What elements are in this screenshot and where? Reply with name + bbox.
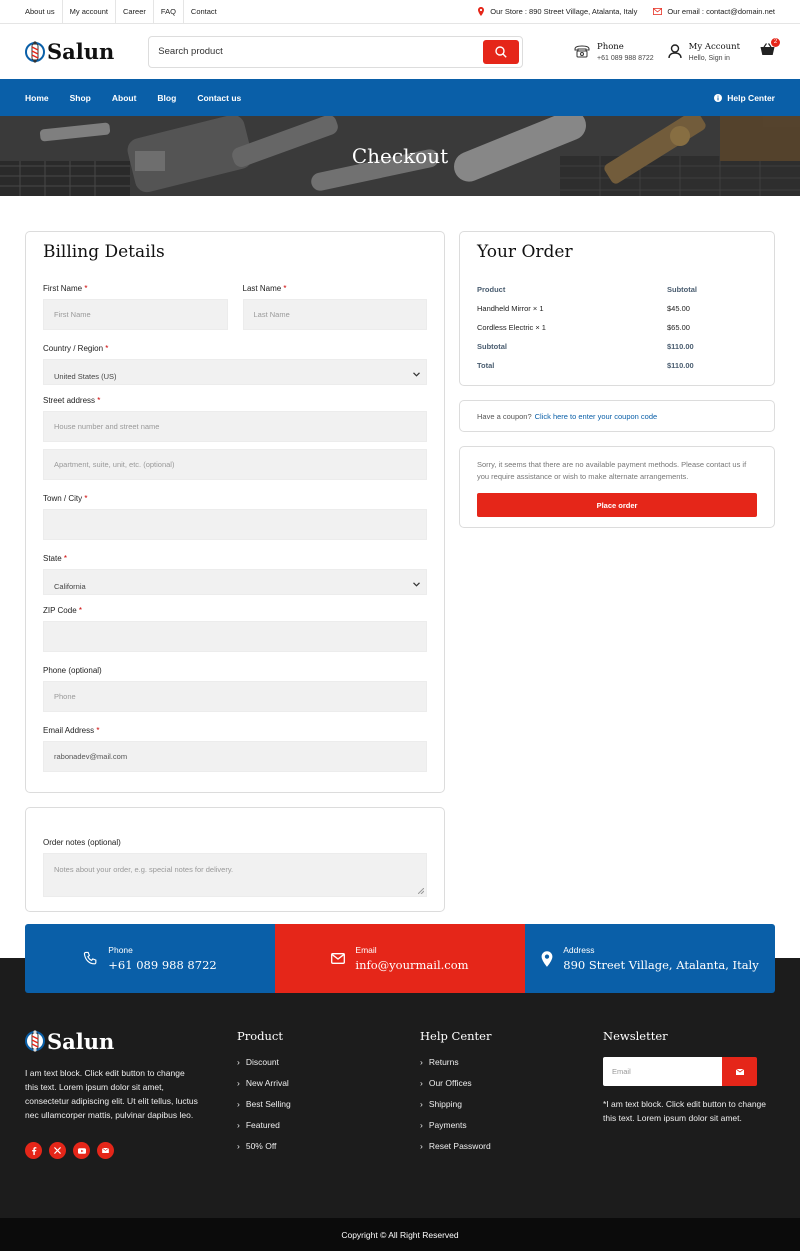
logo[interactable]: [25, 39, 114, 65]
telephone-icon: [574, 45, 590, 58]
chevron-right-icon: ›: [237, 1078, 240, 1088]
newsletter-text: *I am text block. Click edit button to change this text. Lorem ipsum dolor sit amet.: [603, 1099, 767, 1123]
footer-about-text: I am text block. Click edit button to change this text. Lorem ipsum dolor sit amet, consectetur adipiscing elit. Ut elit tellus, luctus nec ullamcorper mattis, pulvinar dapibus leo.: [25, 1068, 198, 1120]
top-links: [18, 0, 224, 23]
first-name-field[interactable]: First Name: [43, 299, 228, 330]
search-bar[interactable]: [148, 36, 523, 68]
last-name-label: Last Name *: [242, 284, 287, 293]
chevron-right-icon: ›: [420, 1099, 423, 1109]
order-notes-placeholder: Notes about your order, e.g. special notes for delivery.: [54, 865, 234, 874]
top-link-career[interactable]: Career: [116, 0, 154, 23]
footer-help-title: Help Center: [420, 1029, 492, 1043]
main-nav: [0, 79, 800, 116]
search-icon: [495, 46, 507, 58]
top-link-account[interactable]: My account: [63, 0, 116, 23]
order-item-price: $45.00: [667, 304, 690, 313]
newsletter-email-input[interactable]: Email: [603, 1057, 722, 1086]
place-order-button[interactable]: Place order: [477, 493, 757, 517]
search-button[interactable]: [483, 40, 519, 64]
order-item-price: $65.00: [667, 323, 690, 332]
social-links: [25, 1142, 237, 1159]
chevron-right-icon: ›: [237, 1120, 240, 1130]
header-account[interactable]: [668, 42, 740, 62]
top-link-contact[interactable]: Contact: [190, 7, 217, 16]
chevron-down-icon: [413, 582, 420, 587]
order-notes-label: Order notes (optional): [43, 838, 121, 847]
chevron-right-icon: ›: [420, 1057, 423, 1067]
cart-button[interactable]: [760, 39, 778, 61]
state-label: State *: [43, 554, 68, 563]
nav-blog[interactable]: Blog: [157, 92, 177, 103]
contact-phone[interactable]: [25, 924, 275, 993]
phone-icon: [83, 951, 98, 966]
email-field[interactable]: rabonadev@mail.com: [43, 741, 427, 772]
footer-newsletter-title: Newsletter: [603, 1029, 668, 1043]
footer-newsletter-column: [603, 1028, 775, 1162]
coupon-card: [459, 400, 775, 432]
help-center-label: Help Center: [727, 92, 775, 103]
payment-card: [459, 446, 775, 528]
footer-link-best-selling[interactable]: › Best Selling: [237, 1099, 291, 1109]
location-pin-icon: [541, 951, 553, 967]
order-total-row: [477, 356, 757, 375]
phone-field[interactable]: Phone: [43, 681, 427, 712]
envelope-icon: [736, 1069, 744, 1075]
email-info: [653, 7, 775, 16]
resize-handle-icon[interactable]: [418, 888, 424, 894]
barber-pole-icon: [25, 39, 45, 65]
last-name-field[interactable]: Last Name: [243, 299, 428, 330]
youtube-icon[interactable]: [73, 1142, 90, 1159]
contact-strip: [25, 924, 775, 993]
contact-email-value: info@yourmail.com: [355, 958, 469, 972]
contact-phone-label: Phone: [108, 945, 133, 955]
chevron-right-icon: ›: [237, 1057, 240, 1067]
footer-link-featured[interactable]: › Featured: [237, 1120, 280, 1130]
email-label: Email Address *: [43, 726, 100, 735]
newsletter-form: [603, 1057, 757, 1086]
newsletter-submit-button[interactable]: [722, 1057, 757, 1086]
footer-link-payments[interactable]: › Payments: [420, 1120, 467, 1130]
contact-address-value: 890 Street Village, Atalanta, Italy: [563, 958, 759, 972]
contact-email-label: Email: [355, 945, 377, 955]
chevron-down-icon: [413, 372, 420, 377]
street-label: Street address *: [43, 396, 101, 405]
nav-about[interactable]: About: [111, 92, 137, 103]
your-order-card: [459, 231, 775, 386]
contact-address-label: Address: [563, 945, 595, 955]
country-select[interactable]: [43, 359, 427, 385]
phone-label-field: Phone (optional): [43, 666, 102, 675]
footer-product-column: [237, 1028, 420, 1162]
town-field[interactable]: [43, 509, 427, 540]
country-value: United States (US): [54, 372, 117, 381]
order-header-row: [477, 280, 757, 299]
mail-icon[interactable]: [97, 1142, 114, 1159]
footer-product-title: Product: [237, 1029, 283, 1043]
chevron-right-icon: ›: [420, 1141, 423, 1151]
order-item-row: [477, 299, 757, 318]
contact-phone-value: +61 089 988 8722: [108, 958, 217, 972]
footer-link-new-arrival[interactable]: › New Arrival: [237, 1078, 289, 1088]
state-select[interactable]: [43, 569, 427, 595]
chevron-right-icon: ›: [237, 1099, 240, 1109]
nav-home[interactable]: Home: [25, 92, 49, 103]
footer-link-50-off[interactable]: › 50% Off: [237, 1141, 277, 1151]
order-notes-field[interactable]: [43, 853, 427, 897]
account-sub: Hello, Sign in: [688, 54, 730, 62]
footer-link-discount[interactable]: › Discount: [237, 1057, 279, 1067]
order-notes-card: [25, 807, 445, 912]
total-value: $110.00: [667, 361, 694, 370]
footer: [0, 958, 800, 1218]
cart-count-badge: 2: [771, 38, 780, 47]
store-info: [477, 7, 637, 16]
email-text: Our email : contact@domain.net: [667, 7, 775, 16]
location-pin-icon: [477, 7, 485, 16]
zip-label: ZIP Code *: [43, 606, 83, 615]
help-center-link[interactable]: [714, 93, 775, 103]
phone-label: Phone: [597, 41, 624, 52]
billing-details-card: [25, 231, 445, 793]
chevron-right-icon: ›: [420, 1078, 423, 1088]
logo-text: Salun: [47, 39, 115, 64]
payment-message: Sorry, it seems that there are no available payment methods. Please contact us if you require assistance or wish to make alternate arrangements.: [477, 460, 747, 481]
order-item-row: [477, 318, 757, 337]
state-value: California: [54, 582, 86, 591]
search-input[interactable]: Search product: [158, 46, 223, 57]
info-icon: [714, 94, 722, 102]
page-title: Checkout: [351, 144, 449, 168]
facebook-icon[interactable]: [25, 1142, 42, 1159]
footer-help-column: [420, 1028, 603, 1162]
contact-address[interactable]: [525, 924, 775, 993]
billing-title: Billing Details: [43, 242, 165, 262]
first-name-label: First Name *: [43, 284, 88, 293]
copyright-bar: [0, 1218, 800, 1251]
x-icon[interactable]: [49, 1142, 66, 1159]
nav-shop[interactable]: Shop: [69, 92, 91, 103]
footer-link-offices[interactable]: › Our Offices: [420, 1078, 472, 1088]
chevron-right-icon: ›: [237, 1141, 240, 1151]
envelope-icon: [331, 953, 345, 964]
col-product: Product: [477, 285, 506, 294]
zip-field[interactable]: [43, 621, 427, 652]
coupon-link[interactable]: Click here to enter your coupon code: [534, 411, 658, 421]
footer-link-returns[interactable]: › Returns: [420, 1057, 459, 1067]
copyright-text: Copyright © All Right Reserved: [341, 1229, 459, 1240]
store-text: Our Store : 890 Street Village, Atalanta, Italy: [490, 7, 638, 16]
footer-link-shipping[interactable]: › Shipping: [420, 1099, 462, 1109]
subtotal-label: Subtotal: [477, 342, 507, 351]
checkout-content: [0, 196, 800, 912]
top-link-about[interactable]: About us: [18, 0, 63, 23]
total-label: Total: [477, 361, 495, 370]
top-link-faq[interactable]: FAQ: [154, 0, 184, 23]
footer-logo-text: Salun: [47, 1028, 115, 1054]
header-phone[interactable]: [574, 42, 654, 62]
chevron-right-icon: ›: [420, 1120, 423, 1130]
barber-pole-icon: [25, 1028, 45, 1054]
order-title: Your Order: [477, 242, 573, 262]
footer-link-reset-password[interactable]: › Reset Password: [420, 1141, 491, 1151]
order-item-name: Cordless Electric × 1: [477, 323, 546, 332]
order-table: [477, 280, 757, 375]
user-icon: [668, 44, 682, 59]
order-item-name: Handheld Mirror × 1: [477, 304, 544, 313]
col-subtotal: Subtotal: [667, 285, 697, 294]
street2-field[interactable]: Apartment, suite, unit, etc. (optional): [43, 449, 427, 480]
account-label: My Account: [688, 41, 740, 52]
nav-contact[interactable]: Contact us: [197, 92, 242, 103]
footer-logo[interactable]: [25, 1028, 237, 1054]
page-banner: [0, 116, 800, 196]
phone-value: +61 089 988 8722: [597, 54, 654, 62]
coupon-text: Have a coupon?: [477, 411, 532, 421]
top-bar: [0, 0, 800, 24]
header: [0, 24, 800, 79]
street-field[interactable]: House number and street name: [43, 411, 427, 442]
country-label: Country / Region *: [43, 344, 109, 353]
envelope-icon: [653, 8, 662, 15]
subtotal-value: $110.00: [667, 342, 694, 351]
town-label: Town / City *: [43, 494, 88, 503]
order-subtotal-row: [477, 337, 757, 356]
contact-email[interactable]: [275, 924, 525, 993]
